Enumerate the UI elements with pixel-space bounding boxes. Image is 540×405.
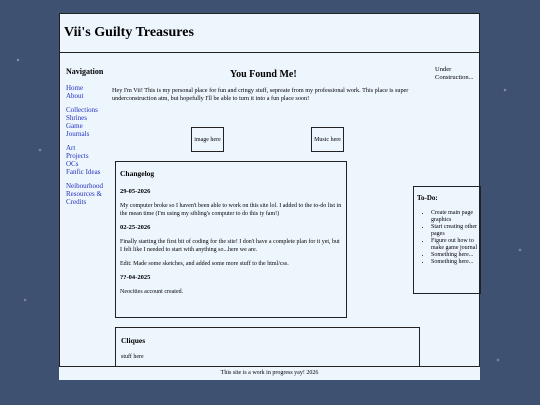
changelog-date: 29-05-2026 xyxy=(120,188,151,195)
cliques-body: stuff here xyxy=(121,354,144,360)
changelog-entry: Edit: Made some sketches, and added some more stuff to the html/css. xyxy=(120,261,289,267)
todo-heading: To-Do: xyxy=(417,194,438,202)
todo-item: • Start creating other pages xyxy=(431,224,477,238)
nav-link-neibourhood[interactable]: Neibourhood xyxy=(66,182,103,190)
todo-list xyxy=(417,210,477,266)
site-title: Vii's Guilty Treasures xyxy=(64,25,194,40)
nav-link-shrines[interactable]: Shrines xyxy=(66,114,87,122)
image-placeholder: image here xyxy=(191,127,224,152)
nav-link-ocs[interactable]: OCs xyxy=(66,160,79,168)
nav-group xyxy=(66,144,112,176)
nav-link-collections[interactable]: Collections xyxy=(66,106,98,114)
changelog-date: ??-04-2025 xyxy=(120,274,151,281)
site-header xyxy=(60,14,479,53)
todo-item: • Create main page graphics xyxy=(431,210,477,224)
intro-text: Hey I'm Vii! This is my personal place for fun and cringy stuff, sepreate from my professional work. This place is super underconstruction atm, but hopefully I'll be able to turn it into a fun place soon! xyxy=(112,87,409,102)
todo-panel xyxy=(413,186,481,294)
changelog-entry: My computer broke so I haven't been able to work on this site lol. I added to the to-do list in the mean time (I'm using my sibling's computer to do this ty fam!) xyxy=(120,203,342,217)
site-footer: This site is a work in progress yay! 2026 xyxy=(59,366,480,380)
nav-link-resources[interactable]: Resources & xyxy=(66,190,102,198)
nav-link-projects[interactable]: Projects xyxy=(66,152,89,160)
under-construction-note: Under Construction... xyxy=(435,66,474,81)
todo-item: • Something here... xyxy=(431,252,477,259)
changelog-panel xyxy=(115,161,347,318)
changelog-date: 02-25-2026 xyxy=(120,224,151,231)
nav-link-about[interactable]: About xyxy=(66,92,84,100)
changelog-entry: Neocities account created. xyxy=(120,289,184,295)
nav-link-fanfic-ideas[interactable]: Fanfic Ideas xyxy=(66,168,101,176)
cliques-heading: Cliques xyxy=(121,336,146,345)
nav-group xyxy=(66,182,112,206)
nav-group xyxy=(66,106,112,138)
nav-group xyxy=(66,84,112,100)
music-placeholder: Music here xyxy=(311,127,344,152)
navigation-sidebar xyxy=(66,68,112,212)
changelog-heading: Changelog xyxy=(120,169,155,178)
nav-link-art[interactable]: Art xyxy=(66,144,76,152)
changelog-entry: Finally starting the first bit of coding for the site! I don't have a complete plan for it yet, but I felt like I needed to start with anything so...here we are. xyxy=(120,239,340,253)
todo-item: • Figure out how to make game journal xyxy=(431,238,477,252)
site-container xyxy=(59,13,480,380)
main-title: You Found Me! xyxy=(230,69,297,80)
todo-item: • Something here... xyxy=(431,259,477,266)
nav-heading: Navigation xyxy=(66,67,104,76)
nav-link-journals[interactable]: Journals xyxy=(66,130,90,138)
nav-link-game[interactable]: Game xyxy=(66,122,83,130)
nav-link-credits[interactable]: Credits xyxy=(66,198,87,206)
nav-link-home[interactable]: Home xyxy=(66,84,84,92)
